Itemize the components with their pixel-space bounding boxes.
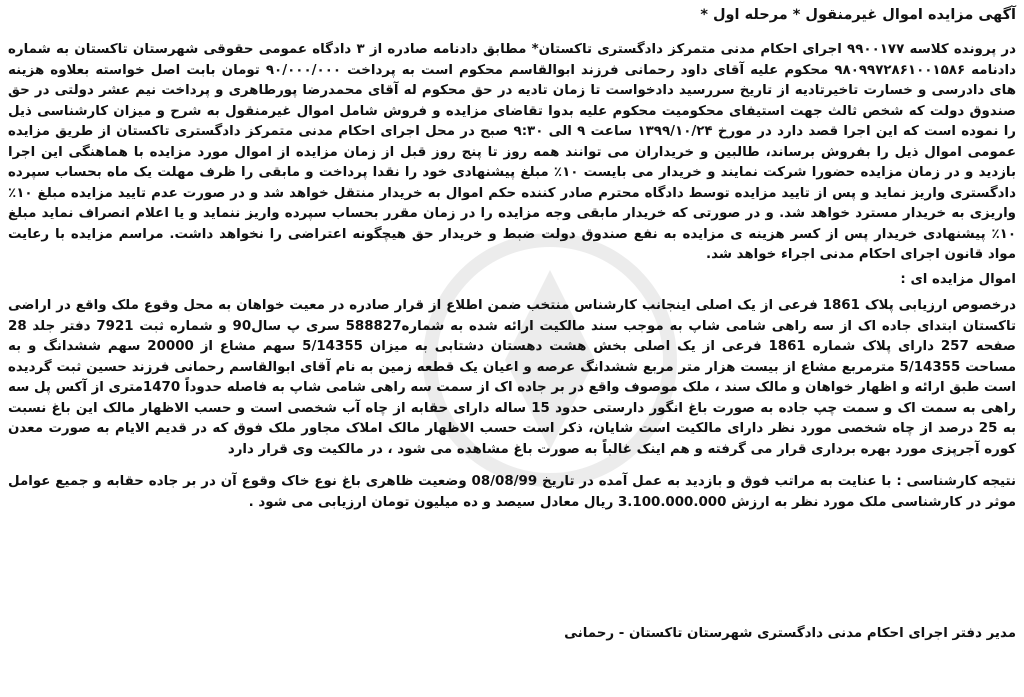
property-description-paragraph: درخصوص ارزیابی پلاک 1861 فرعی از یک اصلی اینجانب کارشناس منتخب ضمن اطلاع از قرار صادره در معیت خواهان به محل وقوع ملک واقع در اراضی تاکستان ابتدای جاده اک از سه راهی شامی شاپ به موجب سند مالکیت ارائه شده به شماره588827 سری پ سال90 و شماره ثبت 7921 دفتر جلد 28 صفحه 257 دارای پلاک شماره 1861 فرعی از یک اصلی بخش هشت دهستان دشتابی به میزان 5/14355 سهم مشاع از 20000 سهم ششدانگ و به مساحت 5/14355 مترمربع مشاع از بیست هزار متر مربع ششدانگ عرصه و اعیان یک قطعه زمین به نام آقای ابوالقاسم رحمانی فرزند حسین ثبت گردیده است طبق ارائه و اظهار خواهان و مالک سند ، ملک موصوف واقع در بر جاده اک از سمت سه راهی شامی شاپ به فاصله حدوداً 1470متری از آکس پل سه راهی به سمت اک و سمت چپ جاده به صورت باغ انگور دارستی حدود 15 ساله دارای حقابه از چاه آب شخصی است و حسب الاظهار مالک این باغ نسبت به 25 درصد از چاه شخصی مورد نظر دارای مالکیت است شایان، ذکر است حسب الاظهار مالک املاک مجاور ملک فوق که در قدیم الایام به صورت معدن کوره آجرپزی مورد بهره برداری قرار می گرفته و هم اینک غالباً به صورت باغ مشاهده می شود ، در مالکیت وی قرار دارد (8, 298, 1017, 457)
section-heading-properties: اموال مزایده ای : (900, 271, 1016, 287)
notice-title: آگهی مزایده اموال غیرمنقول * مرحله اول * (700, 7, 1016, 23)
intro-paragraph: در پرونده کلاسه ۹۹۰۰۱۷۷ اجرای احکام مدنی متمرکز دادگستری تاکستان* مطابق دادنامه صادره از ۳ دادگاه عمومی حقوقی شهرستان تاکستان به شماره دادنامه ۹۸۰۹۹۷۲۸۶۱۰۰۱۵۸۶ محکوم علیه آقای داود رحمانی فرزند ابوالقاسم محکوم است به پرداخت ۹۰/۰۰۰/۰۰۰ تومان بابت اصل خواسته بعلاوه هزینه های دادرسی و خسارت تاخیرتادیه از تاریخ سررسید دادخواست تا زمان تادیه در حق محکوم له آقای محمدرضا پورطاهری و پرداخت نیم عشر دولتی در حق صندوق دولت که شخص ثالث جهت استیفای محکومیت محکوم علیه بدوا تقاضای مزایده و فروش شامل اموال غیرمنقول به شرح و میزان کارشناسی ذیل را نموده است که این اجرا قصد دارد در مورخ ۱۳۹۹/۱۰/۲۴ ساعت ۹ الی ۹:۳۰ صبح در محل اجرای احکام مدنی متمرکز دادگستری تاکستان از طریق مزایده عمومی اموال ذیل را بفروش برساند، طالبین و خریداران می توانند همه روز تا پنج روز قبل از زمان مزایده از اموال مورد مزایده با هماهنگی این اجرا بازدید و در زمان مزایده حضورا شرکت نمایند و خریدار می بایست ۱۰٪ مبلغ پیشنهادی خود را نقدا پرداخت و مابقی را ظرف مهلت یک ماه بحساب سپرده دادگستری واریز نماید و پس از تایید مزایده توسط دادگاه محترم صادر کننده حکم اموال به خریدار منتقل خواهد شد و در صورت عدم تایید مزایده مبلغ ۱۰٪ واریزی به خریدار مسترد خواهد شد. و در صورتی که خریدار مابقی وجه مزایده را در زمان مقرر بحساب سپرده واریز ننماید و یا اعلام انصراف نماید مبلغ ۱۰٪ پیشنهادی خریدار پس از کسر هزینه ی مزایده به نفع صندوق دولت ضبط و خریدار حق هیچگونه اعتراضی را نخواهد داشت. مراسم مزایده با رعایت مواد قانون اجرای احکام مدنی اجراء خواهد شد. (8, 42, 1017, 262)
auction-notice (8, 4, 1016, 693)
expert-conclusion-paragraph: نتیجه کارشناسی : با عنایت به مراتب فوق و بازدید به عمل آمده در تاریخ 08/08/99 وضعیت ظاهری باغ نوع خاک وقوع آن در بر جاده حقابه و جمیع عوامل موثر در کارشناسی ملک مورد نظر به ارزش 3.100.000.000 ریال معادل سیصد و ده میلیون تومان ارزیابی می شود . (8, 474, 1017, 510)
signature-line: مدیر دفتر اجرای احکام مدنی دادگستری شهرستان تاکستان - رحمانی (564, 626, 1016, 641)
